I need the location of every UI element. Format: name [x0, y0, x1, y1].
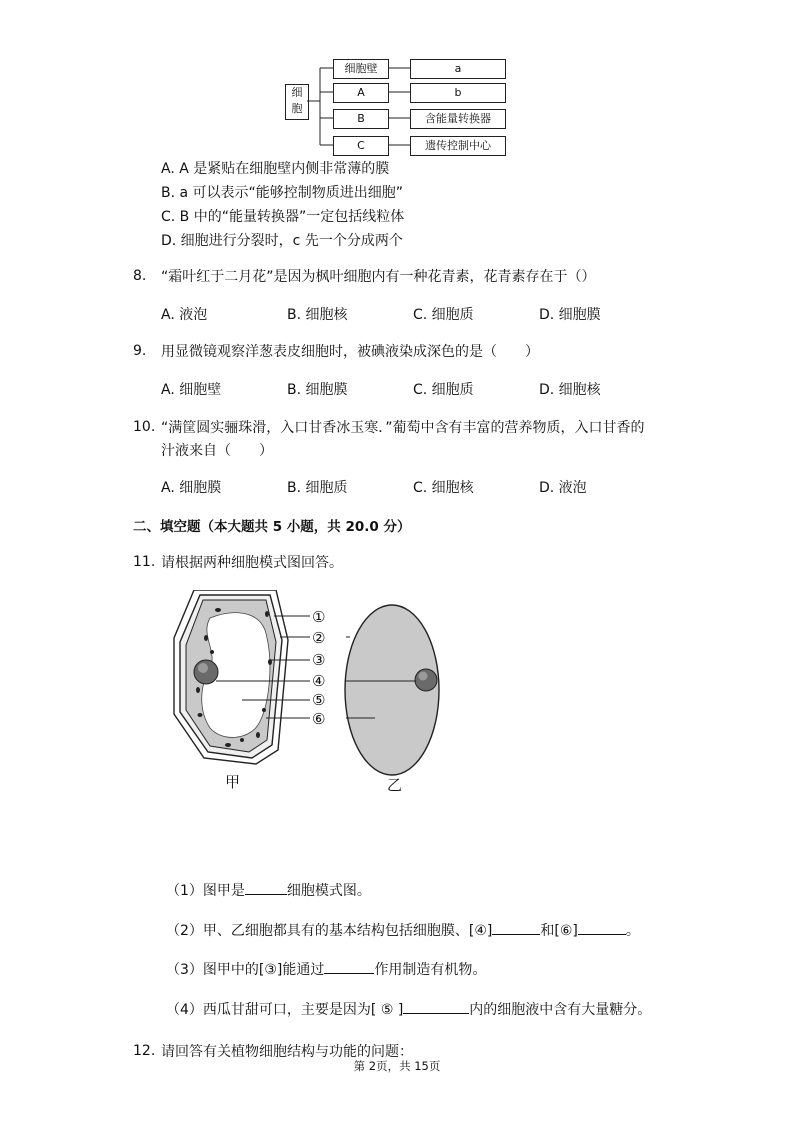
- q11-sub4-text-b: 内的细胞液中含有大量糖分。: [469, 1002, 652, 1018]
- cell-root-box: 细 胞: [285, 84, 309, 120]
- cell-model-figure: [170, 590, 470, 805]
- q10-option-c: C. 细胞核: [413, 480, 474, 496]
- q9-text: 用显微镜观察洋葱表皮细胞时，被碘液染成深色的是（ ）: [161, 344, 539, 360]
- label-4: ④: [312, 672, 326, 690]
- q11-sub3-text-a: （3）图甲中的[③]能通过: [166, 962, 325, 978]
- q8-option-b: B. 细胞核: [287, 307, 348, 323]
- plant-cell: [174, 590, 288, 764]
- q10-text-line2: 汁液来自（ ）: [161, 443, 273, 459]
- label-jia: 甲: [225, 773, 241, 791]
- q10-text-line1: “满筐圆实骊珠滑，入口甘香冰玉寒．”葡萄中含有丰富的营养物质，入口甘香的: [161, 420, 645, 436]
- q8-text: “霜叶红于二月花”是因为枫叶细胞内有一种花青素，花青素存在于（）: [161, 269, 596, 285]
- box-B: B: [333, 109, 389, 129]
- q11-number: 11.: [133, 554, 156, 570]
- page-footer: 第 2页，共 15页: [353, 1059, 441, 1073]
- q8-option-c: C. 细胞质: [413, 307, 474, 323]
- answer-blank[interactable]: [403, 999, 469, 1014]
- q12-number: 12.: [133, 1043, 156, 1059]
- q11-sub2-text-c: 。: [625, 923, 640, 939]
- answer-blank[interactable]: [324, 959, 374, 974]
- q11-sub4-text-a: （4）西瓜甘甜可口，主要是因为[ ⑤ ]: [166, 1002, 404, 1018]
- q7-option-a: A. A 是紧贴在细胞壁内侧非常薄的膜: [161, 161, 390, 177]
- q9-option-b: B. 细胞膜: [287, 382, 348, 398]
- box-a: a: [410, 59, 506, 79]
- q7-option-c: C. B 中的“能量转换器”一定包括线粒体: [161, 209, 405, 225]
- animal-nucleus: [415, 669, 437, 691]
- answer-blank[interactable]: [492, 920, 540, 935]
- box-genetic-center: 遗传控制中心: [410, 136, 506, 156]
- q11-sub2-text-a: （2）甲、乙细胞都具有的基本结构包括细胞膜、[④]: [166, 923, 493, 939]
- q11-sub2: [166, 920, 640, 940]
- answer-blank[interactable]: [578, 920, 626, 935]
- q10-option-b: B. 细胞质: [287, 480, 348, 496]
- label-2: ②: [312, 629, 326, 647]
- box-energy-converter: 含能量转换器: [410, 109, 506, 129]
- box-b: b: [410, 83, 506, 103]
- q11-sub4: [166, 999, 651, 1019]
- q11-sub1-text-b: 细胞模式图。: [286, 883, 371, 899]
- section-heading: 二、填空题（本大题共 5 小题，共 20.0 分）: [133, 519, 411, 535]
- label-6: ⑥: [312, 710, 326, 728]
- label-yi: 乙: [387, 776, 403, 794]
- q9-number: 9.: [133, 343, 147, 359]
- q10-option-d: D. 液泡: [539, 480, 587, 496]
- label-1: ①: [312, 608, 326, 626]
- q11-text: 请根据两种细胞模式图回答。: [161, 555, 343, 571]
- box-C: C: [333, 136, 389, 156]
- box-cell-wall: 细胞壁: [333, 59, 389, 79]
- label-5: ⑤: [312, 691, 326, 709]
- q10-option-a: A. 细胞膜: [161, 480, 222, 496]
- q9-option-d: D. 细胞核: [539, 382, 601, 398]
- label-3: ③: [312, 651, 326, 669]
- q12-text: 请回答有关植物细胞结构与功能的问题：: [161, 1044, 413, 1060]
- q11-sub1: [166, 880, 371, 900]
- animal-cell: [345, 605, 439, 775]
- q11-sub3: [166, 959, 486, 979]
- q10-number: 10.: [133, 419, 156, 435]
- q8-option-d: D. 细胞膜: [539, 307, 601, 323]
- q9-option-c: C. 细胞质: [413, 382, 474, 398]
- q7-option-d: D. 细胞进行分裂时，c 先一个分成两个: [161, 233, 403, 249]
- q11-sub1-text-a: （1）图甲是: [166, 883, 245, 899]
- answer-blank[interactable]: [245, 880, 287, 895]
- q11-sub3-text-b: 作用制造有机物。: [374, 962, 487, 978]
- diagram-connectors: [0, 0, 794, 170]
- q8-option-a: A. 液泡: [161, 307, 208, 323]
- q11-sub2-text-b: 和[⑥]: [540, 923, 578, 939]
- q8-number: 8.: [133, 268, 147, 284]
- box-A: A: [333, 83, 389, 103]
- q9-option-a: A. 细胞壁: [161, 382, 222, 398]
- q7-option-b: B. a 可以表示“能够控制物质进出细胞”: [161, 185, 404, 201]
